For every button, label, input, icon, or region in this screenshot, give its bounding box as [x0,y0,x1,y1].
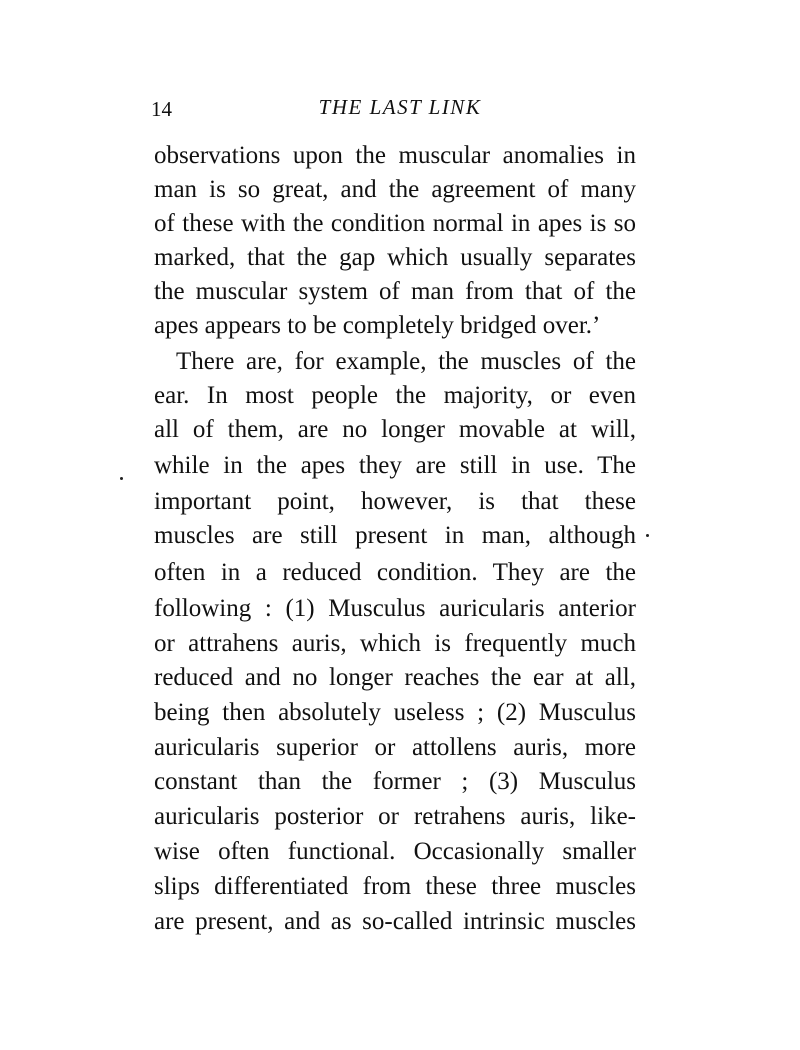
paragraph-first-line: There are, for example, the muscles of the [176,348,636,375]
text-line: the muscular system of man from that of the [154,278,636,305]
text-line: muscles are still present in man, although [154,522,636,549]
text-line: observations upon the muscular anomalies in [154,142,636,169]
text-line: of these with the condition normal in apes is so [154,210,636,237]
running-head: THE LAST LINK [318,95,482,119]
text-line: important point, however, is that these [154,488,636,515]
stray-mark [120,477,123,480]
text-line: following : (1) Musculus auricularis anterior [154,595,636,622]
text-line: ear. In most people the majority, or even [154,382,636,409]
text-line: marked, that the gap which usually separates [154,244,636,271]
text-line: are present, and as so-called intrinsic muscles [154,908,636,935]
text-line: constant than the former ; (3) Musculus [154,768,636,795]
text-line: often in a reduced condition. They are the [154,559,636,586]
text-line: slips differentiated from these three muscles [154,873,636,900]
text-line: reduced and no longer reaches the ear at all, [154,664,636,691]
text-line: all of them, are no longer movable at will, [154,416,636,443]
text-line: auricularis superior or attollens auris, more [154,734,636,761]
text-line: man is so great, and the agreement of many [154,176,636,203]
stray-mark [646,534,649,537]
text-line: apes appears to be completely bridged over.’ [154,312,601,339]
text-line: wise often functional. Occasionally smaller [154,838,636,865]
page-number: 14 [151,97,172,121]
text-line: while in the apes they are still in use. The [154,452,636,479]
text-line: auricularis posterior or retrahens auris, like- [154,803,636,830]
text-line: being then absolutely useless ; (2) Musculus [154,699,636,726]
text-line: or attrahens auris, which is frequently much [154,630,636,657]
